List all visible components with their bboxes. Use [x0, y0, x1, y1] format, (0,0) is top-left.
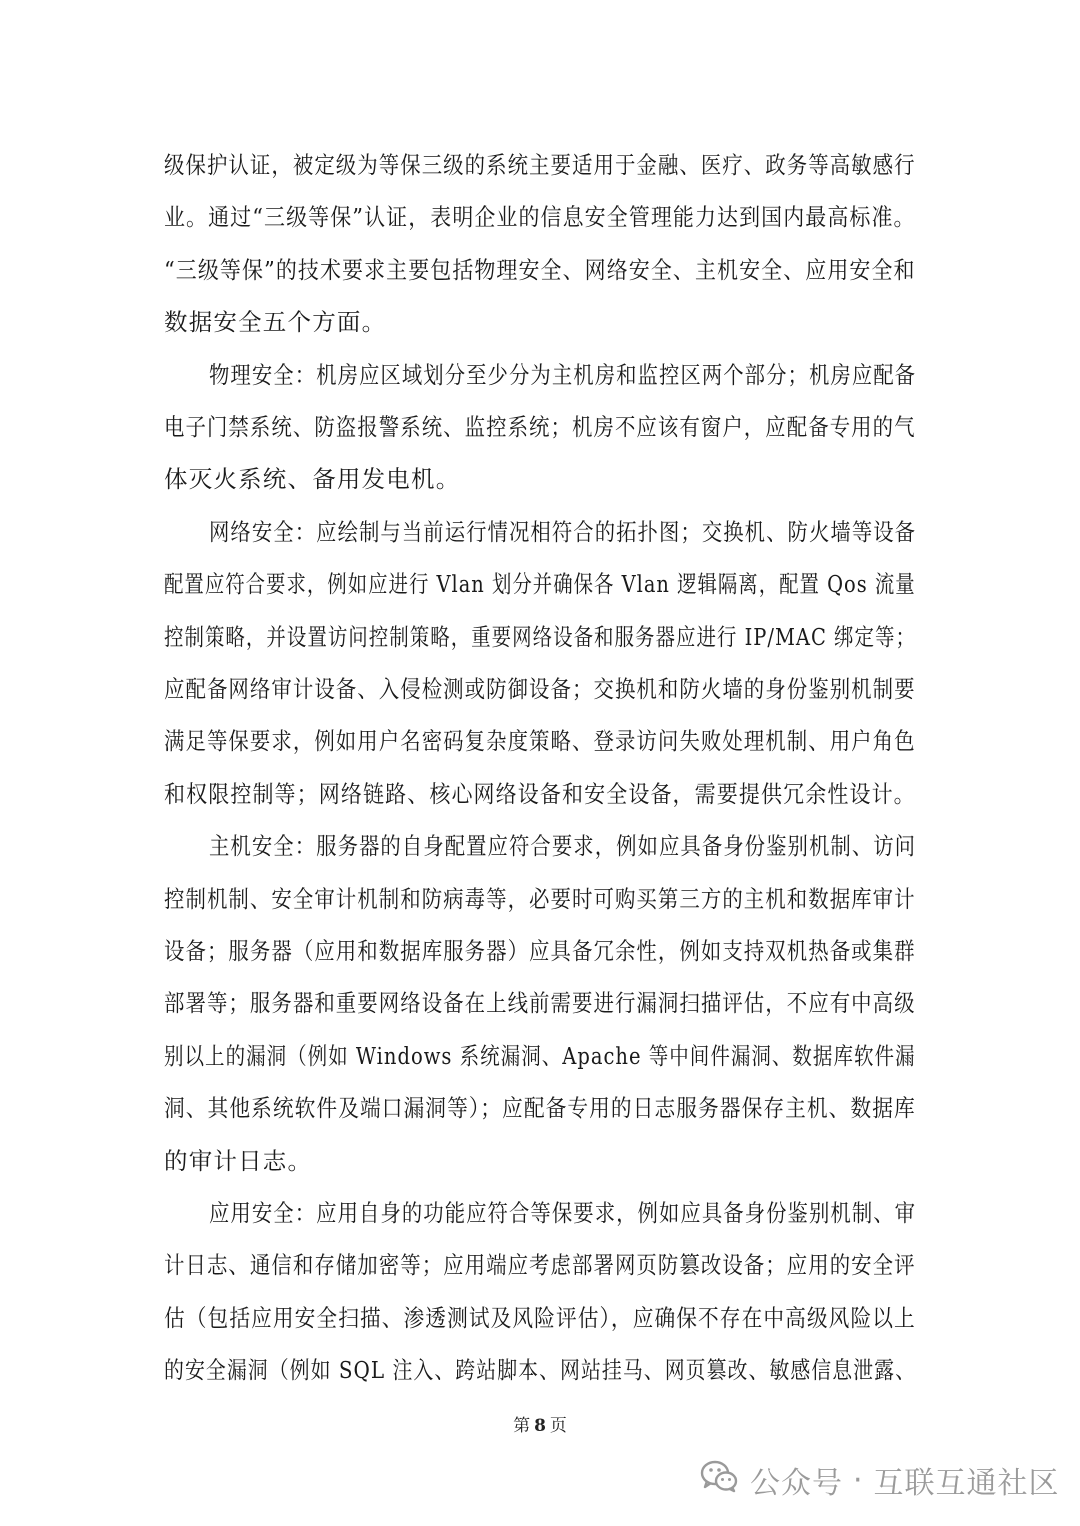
text-line: 的审计日志。	[164, 1146, 313, 1175]
text-line: 数据安全五个方面。	[164, 308, 387, 337]
text-line: 估（包括应用安全扫描、渗透测试及风险评估），应确保不存在中高级风险以上	[164, 1303, 916, 1332]
text-line: 控制策略，并设置访问控制策略，重要网络设备和服务器应进行 IP/MAC 绑定等；	[164, 622, 916, 651]
page-number	[0, 1414, 1080, 1438]
text-line: 计日志、通信和存储加密等；应用端应考虑部署网页防篡改设备；应用的安全评	[164, 1251, 916, 1280]
text-line: 业。通过“三级等保”认证，表明企业的信息安全管理能力达到国内最高标准。	[164, 203, 916, 232]
page-number-suffix: 页	[549, 1416, 567, 1436]
text-line: “三级等保”的技术要求主要包括物理安全、网络安全、主机安全、应用安全和	[164, 255, 916, 284]
text-line: 部署等；服务器和重要网络设备在上线前需要进行漏洞扫描评估，不应有中高级	[164, 989, 916, 1018]
text-line: 体灭火系统、备用发电机。	[164, 465, 461, 494]
paragraph-first-line: 网络安全：应绘制与当前运行情况相符合的拓扑图；交换机、防火墙等设备	[209, 517, 917, 546]
text-line: 级保护认证，被定级为等保三级的系统主要适用于金融、医疗、政务等高敏感行	[164, 151, 916, 179]
text-line: 设备；服务器（应用和数据库服务器）应具备冗余性，例如支持双机热备或集群	[164, 937, 916, 965]
page-number-value: 8	[534, 1416, 546, 1436]
page-number-prefix: 第	[513, 1416, 531, 1436]
wechat-watermark	[700, 1452, 1060, 1508]
text-line: 的安全漏洞（例如 SQL 注入、跨站脚本、网站挂马、网页篡改、敏感信息泄露、	[164, 1356, 917, 1385]
watermark-account: 互联互通社区	[873, 1466, 1060, 1501]
text-line: 洞、其他系统软件及端口漏洞等）；应配备专用的日志服务器保存主机、数据库	[164, 1094, 916, 1123]
watermark-label: 公众号	[750, 1466, 843, 1501]
text-line: 别以上的漏洞（例如 Windows 系统漏洞、Apache 等中间件漏洞、数据库软件漏	[164, 1041, 916, 1070]
text-line: 电子门禁系统、防盗报警系统、监控系统；机房不应该有窗户，应配备专用的气	[164, 413, 916, 441]
text-line: 控制机制、安全审计机制和防病毒等，必要时可购买第三方的主机和数据库审计	[164, 884, 916, 913]
text-line: 应配备网络审计设备、入侵检测或防御设备；交换机和防火墙的身份鉴别机制要	[164, 675, 916, 703]
watermark-separator: ·	[853, 1462, 864, 1498]
wechat-icon	[700, 1459, 750, 1501]
paragraph-first-line: 物理安全：机房应区域划分至少分为主机房和监控区两个部分；机房应配备	[209, 360, 917, 389]
text-line: 和权限控制等；网络链路、核心网络设备和安全设备，需要提供冗余性设计。	[164, 779, 916, 808]
paragraph-first-line: 应用安全：应用自身的功能应符合等保要求，例如应具备身份鉴别机制、审	[209, 1199, 917, 1227]
text-line: 满足等保要求，例如用户名密码复杂度策略、登录访问失败处理机制、用户角色	[164, 727, 916, 756]
paragraph-first-line: 主机安全：服务器的自身配置应符合要求，例如应具备身份鉴别机制、访问	[209, 832, 917, 861]
text-line: 配置应符合要求，例如应进行 Vlan 划分并确保各 Vlan 逻辑隔离，配置 Qos 流量	[164, 570, 916, 599]
